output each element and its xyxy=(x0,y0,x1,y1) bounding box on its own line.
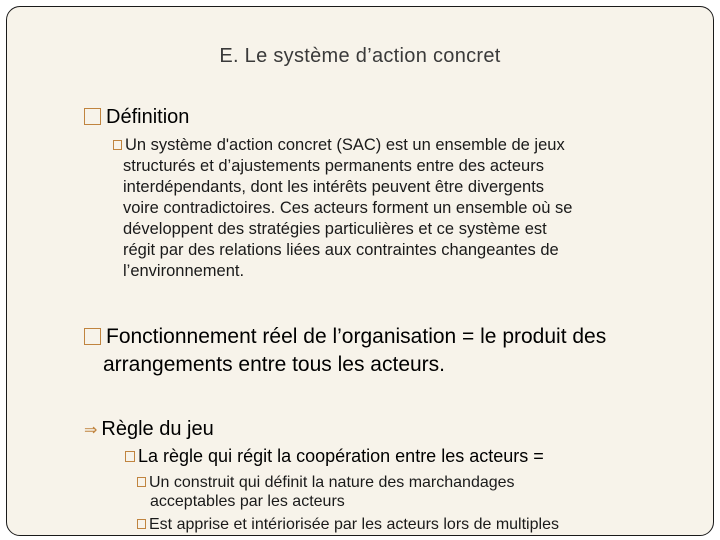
definition-line: structurés et d’ajustements permanents entre des acteurs xyxy=(123,157,544,175)
checkbox-bullet-icon xyxy=(125,451,135,462)
slide-title: E. Le système d’action concret xyxy=(219,45,501,67)
fonctionnement-bullet xyxy=(84,323,694,379)
definition-heading: Définition xyxy=(106,106,190,128)
definition-line: Un système d'action concret (SAC) est un ensemble de jeux xyxy=(125,136,565,154)
definition-line: développent des stratégies particulières et ce système est xyxy=(123,220,547,238)
regle-sub: La règle qui régit la coopération entre les acteurs = xyxy=(138,446,544,466)
definition-text xyxy=(123,135,683,282)
checkbox-bullet-icon xyxy=(113,140,122,150)
definition-line: interdépendants, dont les intérêts peuvent être divergents xyxy=(123,178,545,196)
checkbox-bullet-icon xyxy=(137,519,146,529)
definition-heading-row xyxy=(84,105,189,129)
definition-line: voire contradictoires. Ces acteurs forment un ensemble où se xyxy=(123,199,573,217)
slide xyxy=(6,6,714,536)
definition-line: l’environnement. xyxy=(123,262,245,280)
regle-heading-row xyxy=(84,417,214,443)
checkbox-bullet-icon xyxy=(137,477,146,487)
regle-heading: Règle du jeu xyxy=(101,418,214,440)
definition-line: régit par des relations liées aux contraintes changeantes de xyxy=(123,241,559,259)
checkbox-bullet-icon xyxy=(84,108,101,125)
checkbox-bullet-icon xyxy=(84,328,101,345)
fonctionnement-line: Fonctionnement réel de l’organisation = le produit des xyxy=(106,325,607,348)
arrow-right-icon: ⇒ xyxy=(84,422,98,439)
regle-item: Un construit qui définit la nature des marchandages acceptables par les acteurs xyxy=(137,473,657,511)
regle-sub-row xyxy=(125,445,544,467)
regle-item: Est apprise et intériorisée par les acteurs lors de multiples xyxy=(137,515,657,534)
fonctionnement-line: arrangements entre tous les acteurs. xyxy=(103,353,446,376)
